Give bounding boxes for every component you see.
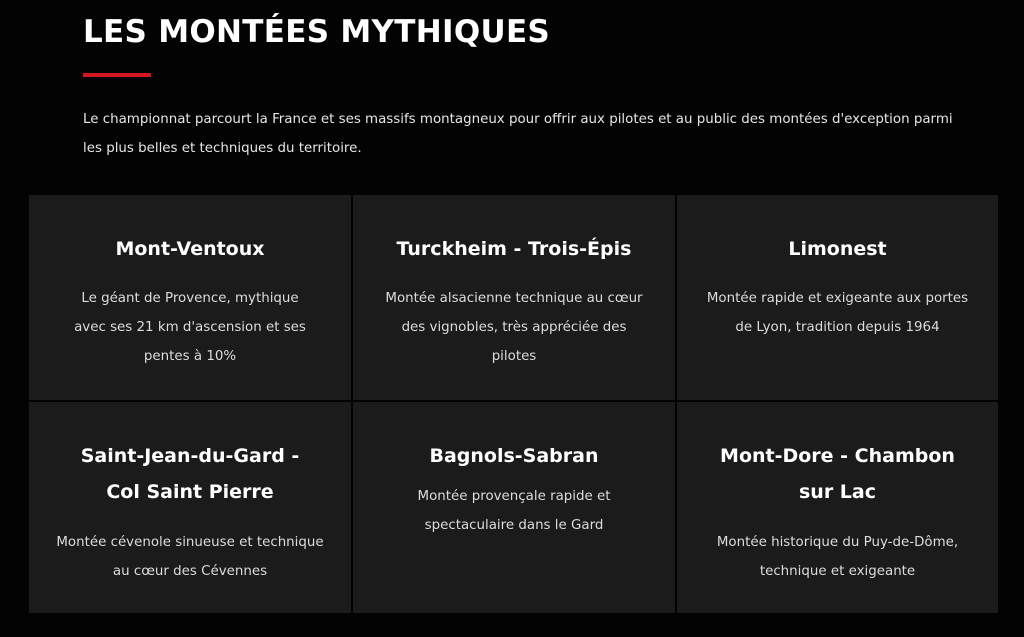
climbs-grid bbox=[29, 195, 1000, 613]
climb-card-mont-dore bbox=[677, 402, 998, 613]
climb-card-turckheim bbox=[353, 195, 675, 400]
climb-card-title: Mont-Ventoux bbox=[115, 238, 265, 260]
climb-card-description: Montée rapide et exigeante aux portes de Lyon, tradition depuis 1964 bbox=[706, 291, 969, 335]
section-intro: Le championnat parcourt la France et ses massifs montagneux pour offrir aux pilotes et au public des montées d'exception parmi les plus belles et techniques du territoire. bbox=[83, 112, 953, 156]
climb-card-description: Montée alsacienne technique au cœur des vignobles, très appréciée des pilotes bbox=[385, 291, 643, 364]
climb-card-title: Limonest bbox=[788, 238, 887, 260]
climb-card-mont-ventoux bbox=[29, 195, 351, 400]
climb-card-saint-jean-du-gard bbox=[29, 402, 351, 613]
climb-card-title: Mont-Dore - Chambon sur Lac bbox=[720, 445, 955, 503]
climb-card-title: Turckheim - Trois-Épis bbox=[396, 238, 632, 260]
climb-card-bagnols-sabran bbox=[353, 402, 675, 613]
climb-card-description: Montée provençale rapide et spectaculaire dans le Gard bbox=[417, 489, 611, 533]
climb-card-title: Bagnols-Sabran bbox=[429, 445, 599, 467]
climb-card-limonest bbox=[677, 195, 998, 400]
climb-card-title: Saint-Jean-du-Gard - Col Saint Pierre bbox=[80, 445, 300, 503]
title-underline-accent bbox=[83, 73, 151, 77]
climb-card-description: Le géant de Provence, mythique avec ses 21 km d'ascension et ses pentes à 10% bbox=[74, 291, 306, 364]
climb-card-description: Montée historique du Puy-de-Dôme, technique et exigeante bbox=[716, 535, 959, 579]
climb-card-description: Montée cévenole sinueuse et technique au cœur des Cévennes bbox=[56, 535, 324, 579]
section-title: LES MONTÉES MYTHIQUES bbox=[83, 14, 551, 50]
